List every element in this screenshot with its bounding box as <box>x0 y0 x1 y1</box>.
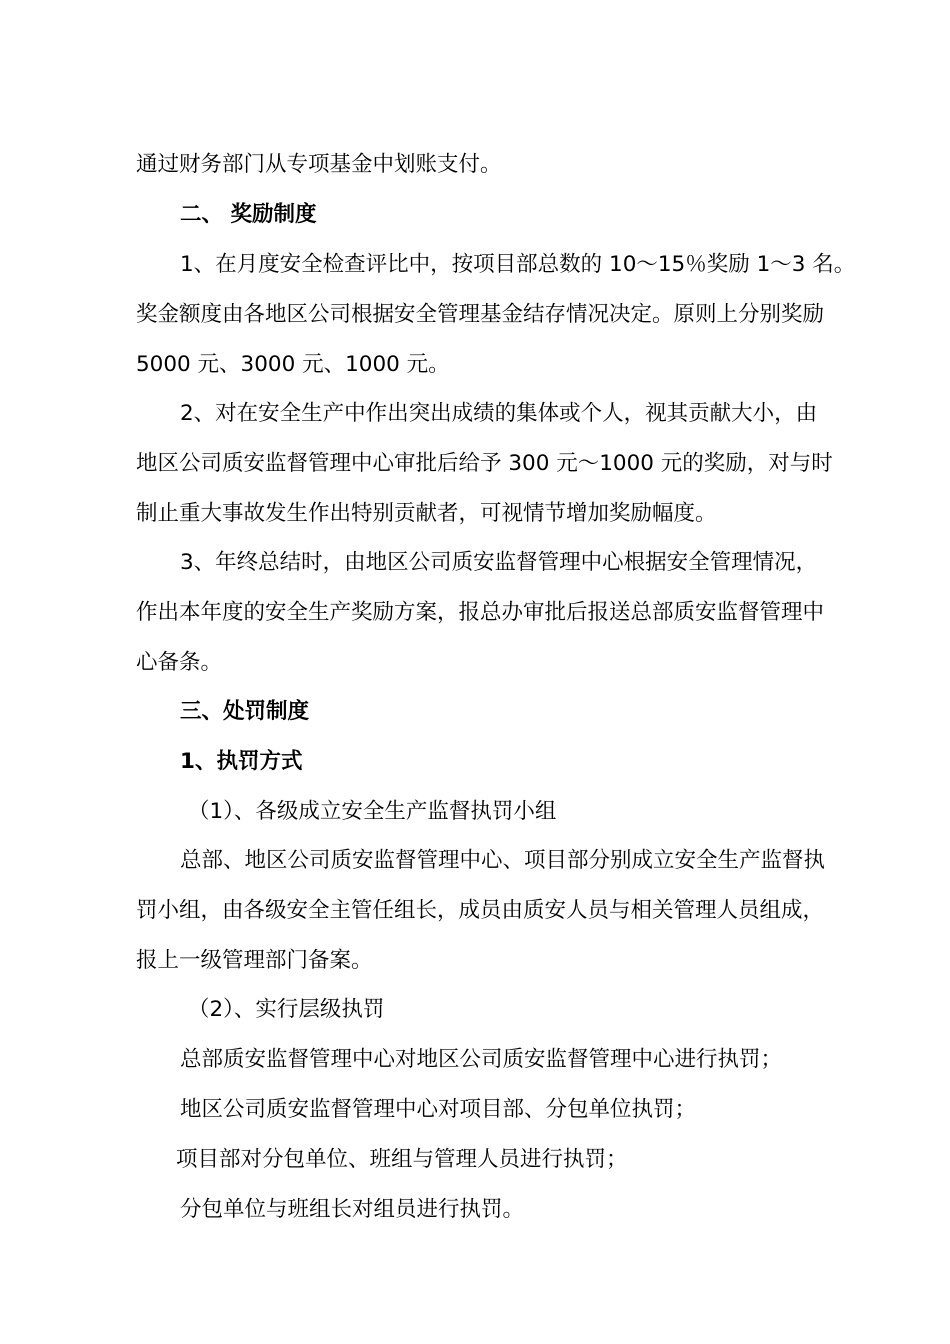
section-heading-rewards: 二、 奖励制度 <box>180 202 317 227</box>
subsection-item: （2）、实行层级执罚 <box>188 997 385 1022</box>
paragraph-line: 1、在月度安全检查评比中，按项目部总数的 10～15％奖励 1～3 名。 <box>180 252 856 277</box>
paragraph-line: 制止重大事故发生作出特别贡献者，可视情节增加奖励幅度。 <box>136 501 717 526</box>
list-item: 地区公司质安监督管理中心对项目部、分包单位执罚； <box>180 1097 697 1122</box>
paragraph-line: 5000 元、3000 元、1000 元。 <box>136 352 450 377</box>
list-item: 项目部对分包单位、班组与管理人员进行执罚； <box>176 1147 628 1172</box>
paragraph-line: 罚小组，由各级安全主管任组长，成员由质安人员与相关管理人员组成， <box>136 898 825 923</box>
paragraph-line: 2、对在安全生产中作出突出成绩的集体或个人，视其贡献大小，由 <box>180 401 818 426</box>
paragraph-line: 作出本年度的安全生产奖励方案，报总办审批后报送总部质安监督管理中 <box>136 600 825 625</box>
paragraph-line: 3、年终总结时，由地区公司质安监督管理中心根据安全管理情况， <box>180 550 818 575</box>
list-item: 总部质安监督管理中心对地区公司质安监督管理中心进行执罚； <box>180 1047 783 1072</box>
paragraph-line: 报上一级管理部门备案。 <box>136 948 373 973</box>
paragraph-line: 通过财务部门从专项基金中划账支付。 <box>136 152 502 177</box>
list-item: 分包单位与班组长对组员进行执罚。 <box>180 1197 525 1222</box>
paragraph-line: 总部、地区公司质安监督管理中心、项目部分别成立安全生产监督执 <box>180 848 826 873</box>
paragraph-line: 心备条。 <box>136 650 223 675</box>
paragraph-line: 地区公司质安监督管理中心审批后给予 300 元～1000 元的奖励，对与时 <box>136 451 833 476</box>
paragraph-line: 奖金额度由各地区公司根据安全管理基金结存情况决定。原则上分别奖励 <box>136 302 825 327</box>
section-heading-penalties: 三、处罚制度 <box>180 699 310 724</box>
subsection-item: （1）、各级成立安全生产监督执罚小组 <box>188 799 557 824</box>
subsection-heading: 1、执罚方式 <box>180 749 303 774</box>
